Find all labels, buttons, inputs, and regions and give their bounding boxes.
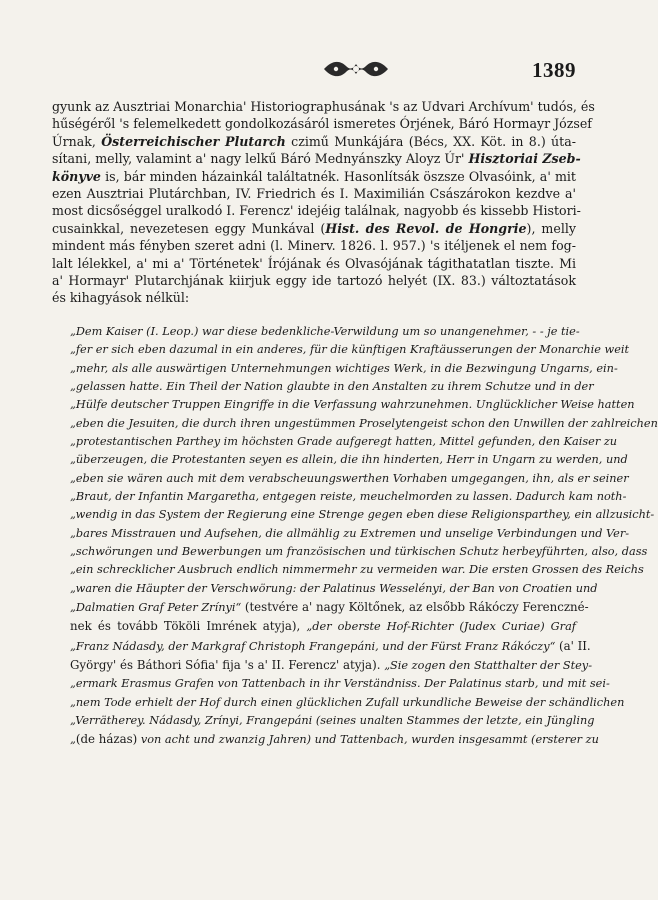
paragraph-line <box>52 168 576 185</box>
text-segment: ), melly <box>526 220 576 236</box>
paragraph-line <box>52 185 576 202</box>
quote-line <box>70 675 610 693</box>
quote-line <box>70 433 618 451</box>
paragraph-line <box>52 98 595 115</box>
text-segment: „wendig in das System der Regierung eine Strenge gegen eben diese Religionsparthey, ein allzusicht- <box>70 508 655 522</box>
text-segment: czimű Munkájára (Bécs, XX. Köt. in 8.) úta- <box>285 133 576 149</box>
text-segment: „ein schrecklicher Ausbruch endlich nimmermehr zu vermeiden war. Die ersten Grossen des Reichs <box>70 563 644 577</box>
paragraph-line <box>52 255 576 272</box>
quote-line <box>70 730 599 749</box>
text-segment: a' Hormayr' Plutarchjának kiirjuk eggy ide tartozó helyét (IX. 83.) változtatások <box>52 273 576 289</box>
text-segment: most dicsőséggel uralkodó I. Ferencz' idejéig találnak, nagyobb és kissebb Histori- <box>52 203 581 219</box>
text-segment: (testvére a' nagy Költőnek, az elsőbb Rákóczy Ferenczné- <box>244 600 589 615</box>
text-segment: „ermark Erasmus Grafen von Tattenbach in ihr Verständniss. Der Palatinus starb, und mit sei- <box>70 677 610 691</box>
paragraph-line <box>52 272 576 289</box>
quote-line <box>70 341 630 359</box>
text-segment: „bares Misstrauen und Aufsehen, die allmählig zu Extremen und unselige Verbindungen und Ver- <box>70 526 630 540</box>
paragraph-line <box>52 289 576 306</box>
text-segment: „eben sie wären auch mit dem verabscheuungswerthen Vorhaben umgegangen, ihn, als er seiner <box>70 471 629 485</box>
text-segment: (de házas) <box>75 732 138 747</box>
text-segment: György' és Báthori Sófia' fija 's a' II. Ferencz' atyja). <box>70 658 385 673</box>
quote-line <box>70 580 598 598</box>
paragraph-line <box>52 202 581 219</box>
text-segment: Úrnak, <box>52 133 102 149</box>
text-segment: „überzeugen, die Protestanten seyen es allein, die ihn hinderten, Herr in Ungarn zu werden, und <box>70 453 628 467</box>
text-segment: gyunk az Ausztriai Monarchia' Historiographusának 's az Udvari Archívum' tudós, és <box>52 99 595 114</box>
quote-line <box>70 378 594 396</box>
text-segment: „Sie zogen den Statthalter der Stey- <box>384 659 593 673</box>
quote-line <box>70 694 625 712</box>
text-segment: is, bár minden házainkál találtatnék. Hasonlítsák öszsze Olvasóink, a' mit <box>100 168 576 184</box>
text-segment: Hisztoriai Zseb- <box>468 151 581 167</box>
quote-line <box>70 543 648 561</box>
quote-line <box>70 360 618 378</box>
text-segment: mindent más fényben szeret adni (l. Minerv. 1826. l. 957.) 's itéljenek el nem fog- <box>52 238 576 254</box>
text-segment: „waren die Häupter der Verschwörung: der Palatinus Wesselényi, der Ban von Croatien und <box>70 581 598 595</box>
page-number: 1389 <box>532 58 576 82</box>
german-quotation <box>70 323 658 750</box>
text-segment: „Dalmatien Graf Peter Zrínyi“ <box>70 601 245 615</box>
text-segment: „der oberste Hof-Richter (Judex Curiae) Graf <box>306 620 576 634</box>
text-segment: „Hülfe deutscher Truppen Eingriffe in die Verfassung wahrzunehmen. Unglücklicher Weise hatten <box>70 398 635 412</box>
text-segment: „ <box>70 733 76 747</box>
quote-line <box>70 712 595 730</box>
text-segment: „mehr, als alle auswärtigen Unternehmungen wichtiges Werk, in die Bezwingung Ungarns, ein- <box>70 361 618 375</box>
text-segment: „fer er sich eben dazumal in ein anderes, für die künftigen Kraftäusserungen der Monarchie weit <box>70 343 630 357</box>
text-segment: (a' II. <box>558 638 591 653</box>
text-segment: „Verrätherey. Nádasdy, Zrínyi, Frangepáni (seines unalten Stammes der letzte, ein Jüngling <box>70 714 595 728</box>
paragraph-line <box>52 115 592 132</box>
quote-line <box>70 323 580 341</box>
text-segment: Hist. des Revol. de Hongrie <box>325 220 527 236</box>
text-segment: hűségéről 's felemelkedett gondolkozásáról ismeretes Órjének, Báró Hormayr József <box>52 116 592 132</box>
paragraph-line <box>52 237 576 254</box>
quote-line <box>70 488 627 506</box>
text-segment: és kihagyások nélkül: <box>52 290 190 306</box>
text-segment: „gelassen hatte. Ein Theil der Nation glaubte in den Anstalten zu ihrem Schutze und in der <box>70 379 594 393</box>
quote-line <box>70 396 635 414</box>
quote-line <box>70 470 629 488</box>
quote-line <box>70 506 655 524</box>
quote-line <box>70 415 658 433</box>
text-segment: „Dem Kaiser (I. Leop.) war diese bedenkliche-Verwildung um so unangenehmer, - - je tie- <box>70 324 580 338</box>
paragraph-line <box>52 220 576 237</box>
decorative-vignette-icon <box>320 58 392 80</box>
text-segment: nek és tovább Tököli Imrének atyja), <box>70 619 307 634</box>
quote-line <box>70 451 628 469</box>
text-segment: sítani, melly, valamint a' nagy lelkű Báró Mednyánszky Aloyz Úr' <box>52 151 469 167</box>
main-paragraph <box>52 98 595 307</box>
text-segment: lalt lélekkel, a' mi a' Történetek' Írójának és Olvasójának tágithatatlan tiszte. Mi <box>52 255 576 271</box>
text-segment: „eben die Jesuiten, die durch ihren ungestümmen Proselytengeist schon den Unwillen der zahlreichen <box>70 416 658 430</box>
text-segment: von acht und zwanzig Jahren) und Tattenbach, wurden insgesammt (ersterer zu <box>137 733 599 747</box>
text-segment: „schwörungen und Bewerbungen um französischen und türkischen Schutz herbeyführten, also, dass <box>70 545 648 558</box>
quote-line <box>70 617 576 636</box>
quote-line <box>70 598 589 617</box>
text-segment: ezen Ausztriai Plutárchban, IV. Friedrich és I. Maximilián Császárokon kezdve a' <box>52 186 576 202</box>
page-header <box>52 0 576 98</box>
text-segment: Österreichischer Plutarch <box>101 133 286 149</box>
text-segment: cusainkkal, nevezetesen eggy Munkával ( <box>52 220 326 236</box>
text-segment: „Braut, der Infantin Margaretha, entgegen reiste, meuchelmorden zu lassen. Dadurch kam noth- <box>70 489 627 503</box>
quote-line <box>70 561 644 579</box>
quote-line <box>70 656 593 675</box>
text-segment: „Franz Nádasdy, der Markgraf Christoph Frangepáni, und der Fürst Franz Rákóczy“ <box>70 639 559 653</box>
paragraph-line <box>52 150 581 167</box>
quote-line <box>70 637 591 656</box>
text-segment: „nem Tode erhielt der Hof durch einen glücklichen Zufall urkundliche Beweise der schändlichen <box>70 695 625 709</box>
text-segment: „protestantischen Parthey im höchsten Grade aufgeregt hatten, Mittel gefunden, den Kaiser zu <box>70 434 618 448</box>
text-segment: könyve <box>52 168 101 184</box>
paragraph-line <box>52 133 576 150</box>
quote-line <box>70 525 630 543</box>
